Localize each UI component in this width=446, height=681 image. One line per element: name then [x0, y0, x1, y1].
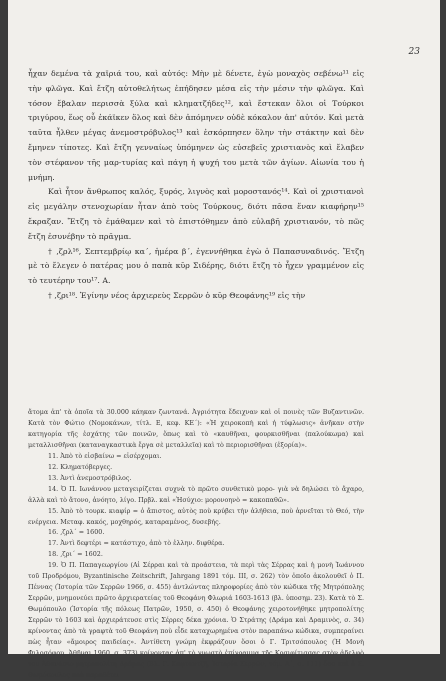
footnote: 13. Ἀντὶ ἀνεμοστρόβιλος. [48, 473, 132, 482]
footnote: 17. Ἀντὶ δεφτέρι = κατάστιχο, ἀπὸ τὸ ἑλλην. διφθέρα. [48, 539, 225, 548]
footnote: 18. ,ζρι΄ = 1602. [48, 550, 103, 559]
footnote: 15. Ἀπὸ τὸ τουρκ. κιαφίρ = ὁ ἄπιστος, αὐτὸς ποὺ κρύβει τὴν ἀλήθεια, ποὺ ἀρνεῖται τὸ Θεό, τὴν ενέργεια. Μεταφ. κακός, μοχθηρός, καταραμένος, δυσεβής. [28, 506, 364, 526]
book-page [8, 0, 440, 679]
paragraph: ἦχαν δεμένα τὰ χαϊριά του, καὶ αὐτός: Μὴν μὲ δένετε, ἐγὼ μοναχὸς σεβένω¹¹ εἰς τὴν φλῶγα. Καὶ ἔτζη αὐτοθελήτως ἐπήδησεν μέσα εἰς τὴν μέσιν τὴν φλῶγα. Καὶ τόσον ἔβαλαν περισσὰ ξύλα καὶ κληματζήδες¹², καὶ ἔστεκαν ὅλοι οἱ Τούρκοι τριγύρου, ἕως οὗ ἐκάϊκεν ὅλος καὶ δὲν ἀπόμηνεν οὐδὲ κόκαλον ἀπ' αὐτόν. Καὶ μετὰ ταῦτα ἦλθεν μέγας ἀνεμοστρόβυλος¹³ καὶ ἐσκόρπησεν ὅλην τὴν στάκτην καὶ δὲν ἔμηνεν τίποτες. Καὶ ἔτζη γενναίως ὑπόμηνεν ὡς εὐσεβεῖς χριστιανὸς καὶ ἔλαβεν τὸν στέφανον τῆς μαρ-τυρίας καὶ πάγη ἡ ψυχή του μετὰ τῶν ἁγίων. Αἰωνία του ἡ μνήμη. [28, 69, 364, 182]
paragraph: Καὶ ἦτον ἄνθρωπος καλός, ξυρός, λιγνὸς καὶ μοροστανός¹⁴. Καὶ οἱ χριστιανοὶ εἰς μεγάλην στενοχωρίαν ἦταν ἀπὸ τοὺς Τούρκους, διότι πᾶσα ἕναν κιαφήρην¹⁵ ἔκραζαν. Ἔτζη τὸ ἐμάθαμεν καὶ τὸ ἐπιστόθημεν ἀπὸ εὐλαβῆ χριστιανόν, τὸ πῶς ἔτζη ἐσυνέβην τὸ πρᾶγμα. [28, 187, 364, 241]
footnotes [28, 407, 364, 681]
paragraph: † ,ζρι¹⁸. Ἐγίνην νέος ἀρχιερεὺς Σερρῶν ὁ κῦρ Θεοφάνης¹⁹ εἰς τὴν [48, 290, 306, 300]
footnote-continuation: ἄτομα ἀπ' τὰ ὁποῖα τὰ 30.000 κάηκαν ζωντανά. Ἀγριότητα ἔδειχναν καὶ οἱ ποινὲς τῶν Βυζαντινῶν. Κατὰ τὸν Φώτιο (Νομοκάνων, τίτλ. Ε, κεφ. ΚΕ΄): «Ἡ χειροκοπὴ καὶ ἡ τύφλωσις» ἀνῆκαν στὴν κατηγορία τῆς ἐσχάτης τῶν ποινῶν, ὅπως καὶ τὸ «καυθῆναι, φουρκισθῆναι (παλούκωμα) καὶ μεταλλισθῆναι (καταναγκαστικὰ ἔργα σὲ μεταλλεῖα) καὶ τὸ περιορισθῆναι (ἐξορία)». [28, 408, 364, 449]
main-text [28, 67, 364, 304]
footnote: 14. Ὁ Π. Ιωνάννου μεταγειρίζεται συχνὰ τὸ πρῶτο συνθετικὸ μορο- γιὰ νὰ δηλώσει τὸ ἄχαρο, ἀλλὰ καὶ τὸ ἄτονο, ἀνόητο, λίγο. Πρβλ. καὶ «Ἡσύχιο: μορονοηνὸ = κακοπαθῶ». [28, 484, 364, 504]
footnote: 16. ,ζρλ΄ = 1600. [48, 528, 105, 537]
footnote: 19. Ὁ Π. Παπαγεωργίου (Αἱ Σέρραι καὶ τὰ προάστεια, τὰ περὶ τὰς Σέρρας καὶ ἡ μονὴ Ἰωάννου τοῦ Προδρόμου, Byzantinische Zeitschrift, Jahrgang 1891 τόμ. ΙΙΙ, σ. 262) τὸν ὁποῖο ἀκολουθεῖ ὁ Π. Πέννας (Ἱστορία τῶν Σερρῶν 1966, σ. 455) ἀντλώντας πληροφορίες ἀπὸ τὸν κώδικα τῆς Μητρόπολης Σερρῶν, μνημονεύει πρῶτο ἀρχιερατείας τοῦ Θεοφάνη Φλωριά 1603-1613 (βλ. ὑποσημ. 23). Κατὰ τὸ Σ. Θωμόπουλο (Ἱστορία τῆς πόλεως Πατρῶν, 1950, σ. 450) ὁ Θεοφάνης χειροτονήθηκε μητροπολίτης Σερρῶν τὸ 1603 καὶ ἀρχιεράτευσε στὶς Σέρρες δέκα χρόνια. Ὁ Στράτης (Δράμα καὶ Δραμινὸς, σ. 34) κρίνοντας ἀπὸ τὰ γραφτὰ τοῦ Θεοφάνη ποὺ εἶδε καταχωρημένα στὸν παραπάνω κώδικα, συμπεραίνει πὼς ἦταν «ἄμοιρος παιδείας». Ἀντίθετη γνώμη ἐκφράζουν ὅσοι ὁ Γ. Τριτσόπουλος (Ἡ Μονὴ Φιλοσόφου, Ἀθῆναι 1960, σ. 373) κρίνοντας ἀπ' τὸ γνωστὸ ἐπίγραμμα τῆς Κοσιφίτισσας στὸν ἀδελφὸ του Ἀθανάσιο μητροπολίτη Δράμας (Βλ. Γ. Καφταντζῆ, Ἱστορία Σερρῶν, τόμ. Α΄, σ. 111) ὅσο καὶ ὁ Σ. Θωμόπουλος ποὺ παραθέτει [28, 561, 364, 679]
footnote: 11. Ἀπὸ τὸ εἰσβαίνω = εἰσέρχομαι. [48, 451, 162, 460]
page-number: 23 [408, 47, 420, 57]
paragraph: † ,ζρλ¹⁶, Σεπτεμβρίῳ κα΄, ἡμέρα β΄, ἐγεννήθηκα ἐγὼ ὁ Παπασυναδινός. Ἔτζη μὲ τὸ ἔλεγεν ὁ πατέρας μου ὁ παπὰ κῦρ Σιδέρης, διότι ἔτζη τὸ ἦχεν γραμμένον εἰς τὸ τευτέρην του¹⁷. Α. [28, 246, 364, 286]
footnote: 12. Κληματόβεργες. [48, 462, 113, 471]
